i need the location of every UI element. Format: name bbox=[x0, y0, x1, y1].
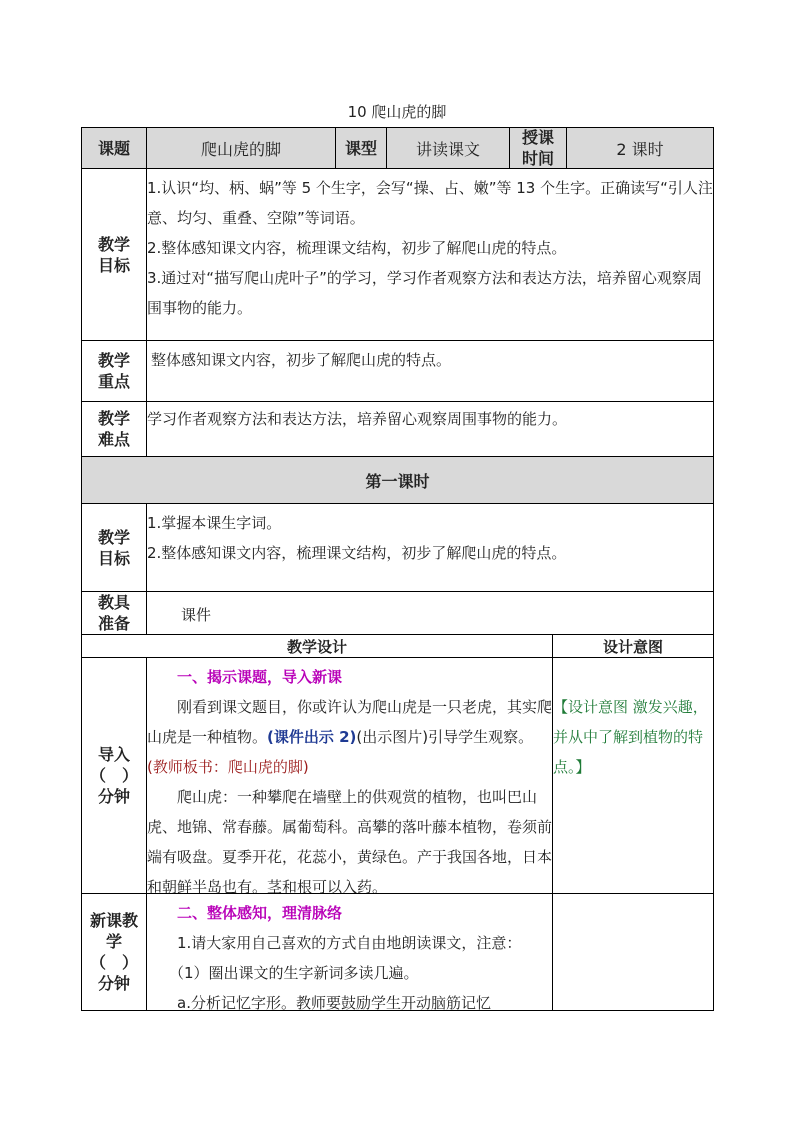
intro-p1-c: (出示图片)引导学生观察。 bbox=[356, 728, 534, 746]
lesson1-goal-1: 1.掌握本课生字词。 bbox=[147, 514, 282, 532]
label-type bbox=[335, 127, 387, 169]
label-difficult-points-text: 教学难点 bbox=[97, 409, 130, 449]
lesson1-heading-row bbox=[81, 456, 714, 504]
label-key-points-text: 教学重点 bbox=[97, 351, 130, 391]
design-header-left bbox=[81, 634, 553, 658]
new-lesson-heading: 二、整体感知，理清脉络 bbox=[177, 904, 343, 922]
document-title: 10 爬山虎的脚 bbox=[347, 103, 447, 121]
time-cell bbox=[566, 127, 714, 169]
label-type-text: 课型 bbox=[344, 138, 377, 158]
difficult-points-content bbox=[146, 401, 714, 457]
topic-cell bbox=[146, 127, 336, 169]
label-key-points bbox=[81, 340, 147, 402]
intro-p1-d: (教师板书：爬山虎的脚) bbox=[147, 758, 309, 776]
new-lesson-intent bbox=[552, 893, 714, 1011]
intro-heading: 一、揭示课题，导入新课 bbox=[177, 668, 343, 686]
lesson1-goal-2: 2.整体感知课文内容，梳理课文结构，初步了解爬山虎的特点。 bbox=[147, 544, 567, 562]
new-lesson-line-3: a.分析记忆字形。教师要鼓励学生开动脑筋记忆 bbox=[177, 994, 491, 1011]
topic-value: 爬山虎的脚 bbox=[200, 139, 281, 159]
label-new-lesson bbox=[81, 893, 147, 1011]
intro-content bbox=[146, 657, 553, 894]
label-tools-text: 教具准备 bbox=[97, 593, 130, 633]
type-value: 讲读课文 bbox=[415, 139, 480, 159]
key-points-text: 整体感知课文内容，初步了解爬山虎的特点。 bbox=[151, 351, 452, 369]
label-lesson1-goals-text: 教学目标 bbox=[97, 527, 130, 568]
goal-item-1: 1.认识“均、柄、蜗”等 5 个生字，会写“操、占、嫩”等 13 个生字。正确读写“引人注意、均匀、重叠、空隙”等词语。 bbox=[147, 179, 713, 227]
new-lesson-content bbox=[146, 893, 553, 1011]
goal-item-2: 2.整体感知课文内容，梳理课文结构，初步了解爬山虎的特点。 bbox=[147, 239, 567, 257]
type-cell bbox=[386, 127, 510, 169]
new-lesson-line-1: 1.请大家用自己喜欢的方式自由地朗读课文，注意： bbox=[177, 934, 522, 952]
lesson1-heading: 第一课时 bbox=[365, 471, 430, 491]
intro-paragraph-1 bbox=[147, 692, 552, 782]
label-intro bbox=[81, 657, 147, 894]
difficult-points-text: 学习作者观察方法和表达方法，培养留心观察周围事物的能力。 bbox=[147, 410, 568, 428]
intro-p1-a: 刚看到课文题目，你或许认为爬山虎是一只老虎，其实爬山虎是一种植物。 bbox=[147, 698, 553, 746]
label-difficult-points bbox=[81, 401, 147, 457]
label-tools bbox=[81, 591, 147, 635]
label-new-lesson-text: 新课教学（ ）分钟 bbox=[90, 911, 139, 993]
label-time-text: 授课时间 bbox=[522, 128, 555, 168]
lesson1-goals-content bbox=[146, 503, 714, 592]
design-header-left-text: 教学设计 bbox=[286, 637, 347, 656]
label-topic bbox=[81, 127, 147, 169]
label-topic-text: 课题 bbox=[97, 138, 130, 158]
label-goals bbox=[81, 168, 147, 341]
intro-intent-text: 【设计意图 激发兴趣，并从中了解到植物的特点。】 bbox=[553, 698, 708, 776]
intro-paragraph-2: 爬山虎：一种攀爬在墙壁上的供观赏的植物，也叫巴山虎、地锦、常春藤。属葡萄科。高攀的落叶藤本植物，卷须前端有吸盘。夏季开花，花蕊小，黄绿色。产于我国各地，日本和朝鲜半岛也有。茎和根可以入药。 bbox=[147, 788, 553, 896]
goals-content bbox=[146, 168, 714, 341]
design-header-right-text: 设计意图 bbox=[602, 637, 663, 656]
label-lesson1-goals bbox=[81, 503, 147, 592]
key-points-content bbox=[146, 340, 714, 402]
new-lesson-line-2: （1）圈出课文的生字新词多读几遍。 bbox=[169, 964, 419, 982]
tools-text: 课件 bbox=[181, 606, 212, 624]
label-intro-text: 导入（ ）分钟 bbox=[89, 745, 138, 806]
intro-intent bbox=[552, 657, 714, 894]
label-time bbox=[509, 127, 567, 169]
goal-item-3: 3.通过对“描写爬山虎叶子”的学习，学习作者观察方法和表达方法，培养留心观察周围事物的能力。 bbox=[147, 269, 702, 317]
design-header-right bbox=[552, 634, 714, 658]
label-goals-text: 教学目标 bbox=[97, 234, 130, 275]
time-value: 2 课时 bbox=[616, 139, 664, 159]
intro-p1-b: (课件出示 2) bbox=[267, 728, 357, 746]
tools-content bbox=[146, 591, 714, 635]
